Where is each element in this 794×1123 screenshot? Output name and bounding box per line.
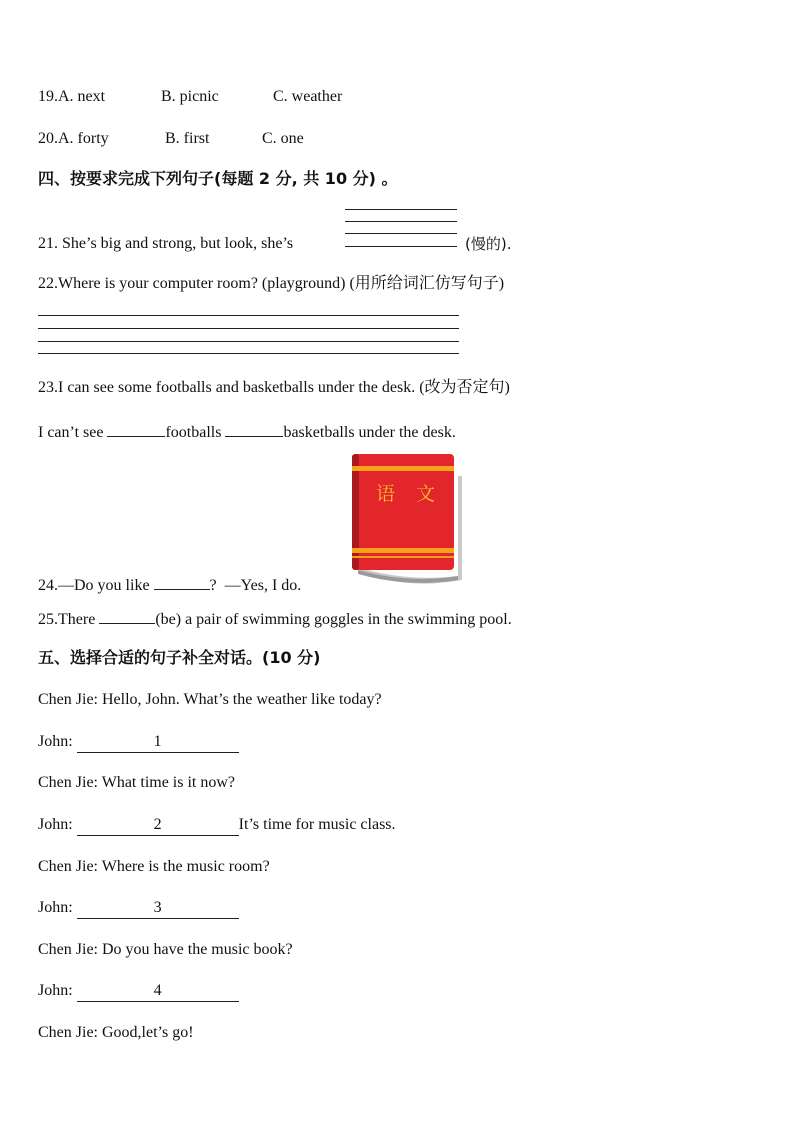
option-a: A. forty xyxy=(58,130,109,147)
question-21: 21. She’s big and strong, but look, she’s xyxy=(38,235,294,252)
speaker: Chen Jie: xyxy=(38,1024,98,1041)
dialogue-line xyxy=(38,690,382,710)
blank-number: 4 xyxy=(153,982,162,999)
speaker: Chen Jie: xyxy=(38,858,98,875)
answer-line xyxy=(345,221,457,222)
sentence-part: 24.—Do you like xyxy=(38,577,150,594)
book-label: 语 xyxy=(376,483,396,505)
answer-blank[interactable] xyxy=(77,732,239,753)
sentence-part: ? xyxy=(209,577,217,594)
answer-line xyxy=(345,209,457,210)
blank-number: 3 xyxy=(153,899,162,916)
sentence-part: 25.There xyxy=(38,611,96,628)
answer-blank[interactable] xyxy=(77,898,239,919)
question-25 xyxy=(38,607,512,630)
sentence-part: —Yes, I do. xyxy=(224,577,302,594)
blank-number: 1 xyxy=(153,733,162,750)
question-21-hint: (慢的). xyxy=(465,235,512,253)
answer-line[interactable] xyxy=(38,341,459,342)
blank-number: 2 xyxy=(153,816,162,833)
dialogue-line xyxy=(38,898,239,919)
dialogue-line xyxy=(38,732,239,753)
section-5-title: 五、选择合适的句子补全对话。(10 分) xyxy=(38,648,321,667)
speaker: Chen Jie: xyxy=(38,774,98,791)
sentence-part: footballs xyxy=(165,424,222,441)
line-text: It’s time for music class. xyxy=(238,816,396,833)
option-a: A. next xyxy=(58,88,106,105)
dialogue-line xyxy=(38,815,396,836)
answer-line[interactable] xyxy=(38,328,459,329)
sentence-part: basketballs under the desk. xyxy=(283,424,456,441)
speaker: John: xyxy=(38,982,73,999)
speaker: John: xyxy=(38,733,73,750)
answer-line[interactable] xyxy=(38,353,459,354)
answer-blank[interactable] xyxy=(154,573,210,590)
sentence-part: (be) a pair of swimming goggles in the swimming pool. xyxy=(155,611,512,628)
question-23-answer xyxy=(38,420,456,443)
answer-blank[interactable] xyxy=(77,815,239,836)
sentence-part: I can’t see xyxy=(38,424,104,441)
option-c: C. weather xyxy=(273,88,343,105)
line-text: What time is it now? xyxy=(101,774,236,791)
dialogue-line xyxy=(38,981,239,1002)
speaker: John: xyxy=(38,816,73,833)
question-19 xyxy=(38,87,105,107)
speaker: Chen Jie: xyxy=(38,691,98,708)
dialogue-line xyxy=(38,940,293,960)
answer-blank[interactable] xyxy=(99,607,155,624)
question-number: 19. xyxy=(38,88,58,105)
dialogue-line xyxy=(38,857,270,877)
answer-blank[interactable] xyxy=(77,981,239,1002)
book-label: 文 xyxy=(416,483,436,505)
question-number: 20. xyxy=(38,130,58,147)
section-4-title: 四、按要求完成下列句子(每题 2 分, 共 10 分) 。 xyxy=(38,169,398,188)
answer-line xyxy=(345,233,457,234)
speaker: John: xyxy=(38,899,73,916)
option-b: B. picnic xyxy=(161,88,219,105)
dialogue-line xyxy=(38,773,235,793)
answer-blank[interactable] xyxy=(107,420,165,437)
option-b: B. first xyxy=(165,130,210,147)
answer-blank[interactable] xyxy=(225,420,283,437)
chinese-textbook-icon xyxy=(350,452,466,588)
answer-line[interactable] xyxy=(38,315,459,316)
line-text: Good,let’s go! xyxy=(102,1024,194,1041)
question-22: 22.Where is your computer room? (playground) (用所给词汇仿写句子) xyxy=(38,275,505,292)
answer-line[interactable] xyxy=(345,246,457,247)
speaker: Chen Jie: xyxy=(38,941,98,958)
option-c: C. one xyxy=(262,130,304,147)
dialogue-line xyxy=(38,1023,194,1043)
question-20 xyxy=(38,129,109,149)
line-text: Do you have the music book? xyxy=(102,941,293,958)
line-text: Hello, John. What’s the weather like today? xyxy=(102,691,382,708)
line-text: Where is the music room? xyxy=(101,858,270,875)
question-23: 23.I can see some footballs and basketballs under the desk. (改为否定句) xyxy=(38,379,510,396)
question-24 xyxy=(38,573,301,596)
